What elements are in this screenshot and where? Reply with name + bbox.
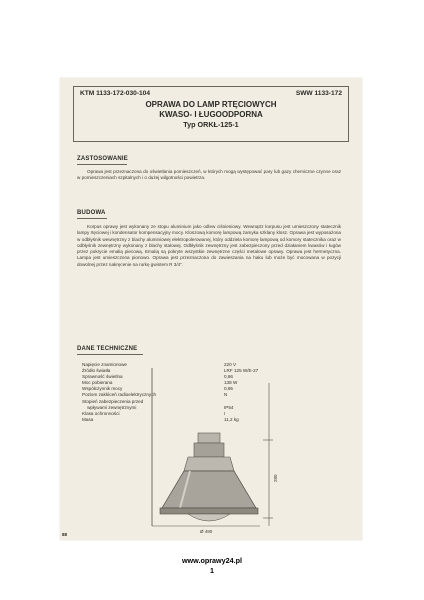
section-heading-zastosowanie: ZASTOSOWANIE <box>77 156 128 162</box>
ktm-code: KTM 1133-172-030-104 <box>80 90 151 97</box>
spec-label: Współczynnik mocy <box>82 386 123 392</box>
document-page <box>60 78 362 540</box>
width-dimension-label: Ø 490 <box>200 529 213 534</box>
spec-label: Poziom zakłóceń radioelektrycznych <box>82 392 157 398</box>
footer-page-number: 1 <box>210 566 214 575</box>
spec-value: N <box>224 392 228 398</box>
footer-url: www.oprawy24.pl <box>181 556 243 565</box>
spec-label: Klasa ochronności <box>82 410 120 416</box>
shade-rim <box>160 508 258 514</box>
spec-label: Masa <box>82 416 94 422</box>
reflector-shade <box>162 471 256 508</box>
spec-value: 220 V <box>224 362 237 367</box>
spec-label: Moc pobierana <box>82 380 113 386</box>
zastosowanie-text: Oprawa jest przeznaczona do oświetlania pomieszczeń, w których mogą występować pary lub gazy chemiczne czynne oraz w pomieszczeniach szpitalnych i o dużej wilgotności powietrza. <box>77 169 341 181</box>
section-heading-dane: DANE TECHNICZNE <box>77 346 138 352</box>
spec-label: Napięcie znamionowe <box>82 362 127 367</box>
spec-label: wpływami zewnętrznymi <box>82 404 137 410</box>
spec-value: 138 W <box>224 380 238 386</box>
spec-value: 11,2 kg <box>224 416 239 422</box>
fitting-housing <box>194 443 224 457</box>
luminaire-drawing <box>60 78 362 540</box>
fitting-body <box>184 457 234 471</box>
section-heading-budowa: BUDOWA <box>77 210 106 216</box>
title-line-3: Typ ORKŁ-125-1 <box>183 120 239 129</box>
spec-label: Stopień zabezpieczenia przed <box>82 398 144 404</box>
glass-cover <box>188 514 230 521</box>
spec-label: Sprawność świetlna <box>82 374 123 380</box>
spec-value: LRF 125 W/E-27 <box>224 368 259 374</box>
spec-value: 0,95 <box>224 386 233 392</box>
spec-value: 0,66 <box>224 374 233 380</box>
spec-label: Źródło światła <box>82 368 111 374</box>
spec-value: I <box>224 410 226 416</box>
title-line-2: KWASO- I ŁUGOODPORNA <box>159 110 263 119</box>
page-marker: 88 <box>62 532 68 537</box>
budowa-text: Korpus oprawy jest wykonany ze stopu aluminium jako odlew ciśnieniowy. Wewnątrz korpusu jest umieszczony statecznik lampy rtęciowej i kondensator kompensacyjny mocy. Kloszową komorę lampową zamyka szklany klosz. Oprawa jest wyposażona w odbłyśnik wewnętrzny z blachy aluminiowej elektropolerowanej, który oddziela komorę lampową od komory statecznika oraz w odbłyśnik zewnętrzny wykonany z blachy stalowej. Odbłyśnik zewnętrzny jest zabezpieczony przed działaniem kwasów i ługów przez pokrycie emalią piecową. Emalią są pokryte wszystkie zewnętrzne części metalowe oprawy. Oprawa jest hermetyczna. Lampa jest umieszczona pionowo. Oprawa jest przeznaczona do zawieszania na haku lub może być mocowana w pozycji dowolnej przez nakręcenie na rurkę gwintem R 3/4". <box>77 224 341 267</box>
title-line-1: OPRAWA DO LAMP RTĘCIOWYCH <box>145 100 277 109</box>
spec-value: IP54 <box>224 404 234 410</box>
fitting-top-cap <box>198 433 220 443</box>
height-dimension-label: 280 <box>273 474 278 482</box>
sww-code: SWW 1133-172 <box>295 90 342 97</box>
